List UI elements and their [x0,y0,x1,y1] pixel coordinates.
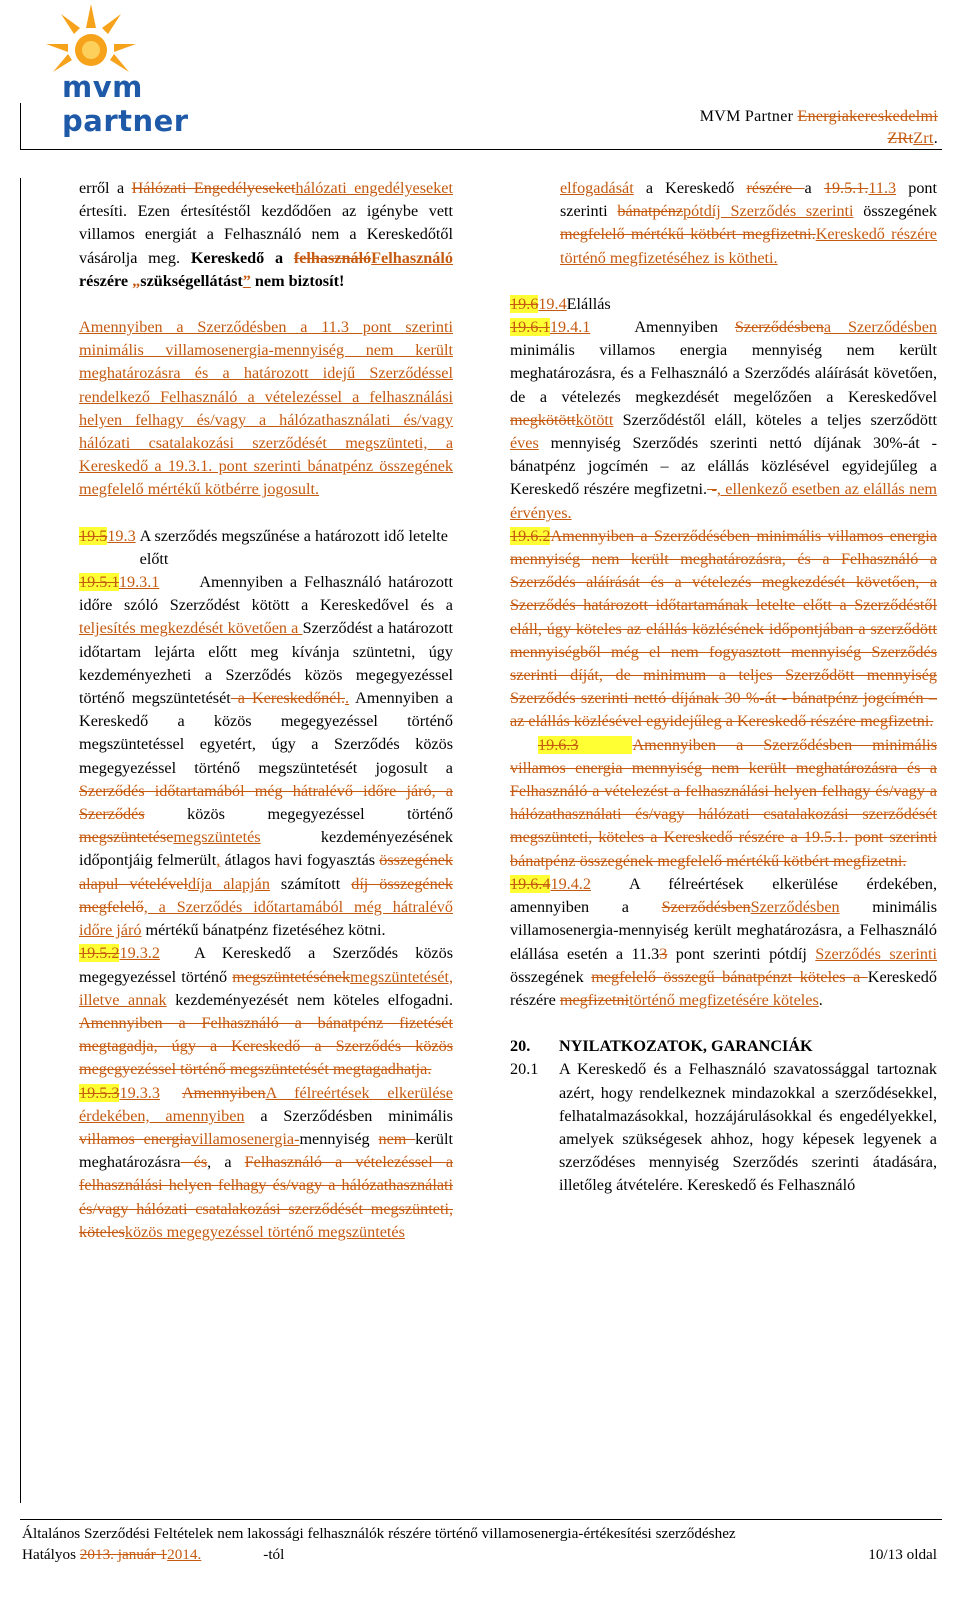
header-divider-vertical [20,103,21,149]
page-number: 10/13 oldal [868,1546,937,1563]
section-heading-20: 20. NYILATKOZATOK, GARANCIÁK [510,1037,813,1056]
paragraph-inserted: Amennyiben a Szerződésben a 11.3 pont szerinti minimális villamosenergia-mennyiség nem került meghatározásra és a határozott idejű Szerződéssel rendelkező Felhasználó a vételezéssel a felhasználási helyen felhagy és/vagy a hálózathasználati és/vagy hálózati csatalakozási szerződését megszünteti, a Kereskedő a 19.3.1. pont szerinti bánatpénz összegének megfelelő mértékű kötbérre jogosult. [79,318,453,499]
footer-validity: Hatályos 2013. január 12014. -tól 10/13 oldal [22,1546,937,1563]
left-column [79,177,453,1244]
clause-19-4-2: 19.6.419.4.2 A félreértések elkerülése érdekében, amennyiben a SzerződésbenSzerződésben minimális villamosenergia-mennyiség került meghatározásra, a Felhasználó elállása esetén a 11.33 pont szerinti pótdíj Szerződés szerinti összegének megfelelő összegű bánatpénzt köteles a Kereskedő részére megfizetnitörténő megfizetésére köteles. [510,874,938,1009]
clause-19-6-3-deleted: 19.6.3 Amennyiben a Szerződésben minimális villamos energia mennyiség nem került meghatározásra és a Felhasználó a vételezést a felhasználási helyen felhagy és/vagy a hálózathasználati és/vagy hálózati csatalakozási szerződését megszünteti, köteles a Kereskedő részére a 19.5.1. pont szerinti bánatpénz összegének megfelelő mértékű kötbért megfizetni. [510,735,937,870]
paragraph-continuation: elfogadását a Kereskedő részére a 19.5.1.11.3 pont szerinti bánatpénzpótdíj Szerződés szerinti összegének megfelelő mértékű kötbért megfizetni.Kereskedő részére történő megfizetéséhez is kötheti. [560,179,938,267]
footer-title: Általános Szerződési Feltételek nem lakossági felhasználók részére történő villamosenergia-értékesítési szerződéshez [22,1525,736,1542]
clause-19-6-2-deleted: 19.6.2Amennyiben a Szerződésében minimális villamos energia mennyiség nem került meghatározásra, és a Felhasználó a Szerződés aláírását és a vételezés megkezdését követően, a Szerződés határozott időtartamának letelte előtt a Szerződéstől eláll, úgy köteles az elállás közlésének időpontjában a szerződött mennyiségből még el nem fogyasztott mennyiség Szerződés szerinti díját, de minimum a teljes Szerződött mennyiség Szerződés szerinti nettó díjának 30 %-át - bánatpénz jogcímén – az elállás közlésével egyidejűleg a Kereskedő részére megfizetni. [510,526,937,731]
clause-19-4-1: 19.6.119.4.1 Amennyiben Szerződésbena Szerződésben minimális villamos energia mennyiség nem került meghatározásra, és a Felhasználó a Szerződés aláírását követően, de a vételezés megkezdését megelőzően a Kereskedővel megkötöttkötött Szerződéstől eláll, köteles a teljes szerződött éves mennyiség Szerződés szerinti nettó díjának 30%-át - bánatpénz jogcímén – az elállás közlésével egyidejűleg a Kereskedő részére megfizetni. -, ellenkező esetben az elállás nem érvényes. [510,318,937,522]
section-heading-19-4: 19.619.4Elállás [510,294,611,313]
logo-wordmark: mvm partner [62,70,189,138]
paragraph: erről a Hálózati Engedélyesekethálózati engedélyeseket értesíti. Ezen értesítéstől kezdődően az igénybe vett villamos energiát a Felhasználó nem a Kereskedőtől vásárolja meg. Kereskedő a felhasználóFelhasználó részére „szükségellátást” nem biztosít! [79,179,453,290]
right-column [510,177,937,1198]
section-heading-19-3: 19.519.3 A szerződés megszűnése a határozott idő letelte előtt [79,526,448,568]
clause-19-3-3: 19.5.319.3.3 AmennyibenA félreértések elkerülése érdekében, amennyiben a Szerződésben minimális villamos energiavillamosenergia-mennyiség nem került meghatározásra és, a Felhasználó a vételezéssel a felhasználási helyen felhagy és/vagy a hálózathasználati és/vagy hálózati csatalakozási szerződését megszünteti, kötelesközös megegyezéssel történő megszüntetés [79,1083,454,1241]
clause-19-3-1: 19.5.119.3.1 Amennyiben a Felhasználó határozott időre szóló Szerződést kötött a Kereskedővel és a teljesítés megkezdését követően a Szerződést a határozott időtartam lejárta előtt meg kívánja szüntetni, úgy kezdeményezheti a Szerződés közös megegyezéssel történő megszüntetését a Kereskedőnél.. Amennyiben a Kereskedő a közös megegyezéssel történő megszüntetéssel egyetért, úgy a Szerződés közös megegyezéssel történő megszüntetését jogosult a Szerződés időtartamából még hátralévő időre járó, a Szerződés közös megegyezéssel történő megszüntetésemegszüntetés kezdeményezésének időpontjáig felmerült, átlagos havi fogyasztás összegének alapul vételéveldíja alapján számított díj összegének megfelelő, a Szerződés időtartamából még hátralévő időre járó mértékű bánatpénz fizetéséhez kötni. [79,573,453,940]
mvm-partner-logo [16,4,256,138]
change-bar [20,178,21,1503]
clause-19-3-2: 19.5.219.3.2 A Kereskedő a Szerződés közös megegyezéssel történő megszüntetésénekmegszüntetését, illetve annak kezdeményezését nem köteles elfogadni. Amennyiben a Felhasználó a bánatpénz fizetését megtagadja, úgy a Kereskedő a Szerződés közös megegyezéssel történő megszüntetését megtagadhatja. [79,944,453,1079]
company-name: MVM Partner Energiakereskedelmi ZRtZrt. [699,108,938,147]
footer-rule [20,1519,942,1520]
clause-20-1: 20.1 A Kereskedő és a Felhasználó szavatossággal tartoznak azért, hogy rendelkeznek mindazokkal a szerződésekkel, felhatalmazásokkal, hozzájárulásokkal és engedélyekkel, amelyek szükségesek ahhoz, hogy képesek legyenek a szerződéses mennyiség Szerződés szerinti átadására, illetőleg átvételére. Kereskedő és Felhasználó [510,1060,937,1195]
header-rule [20,149,942,150]
